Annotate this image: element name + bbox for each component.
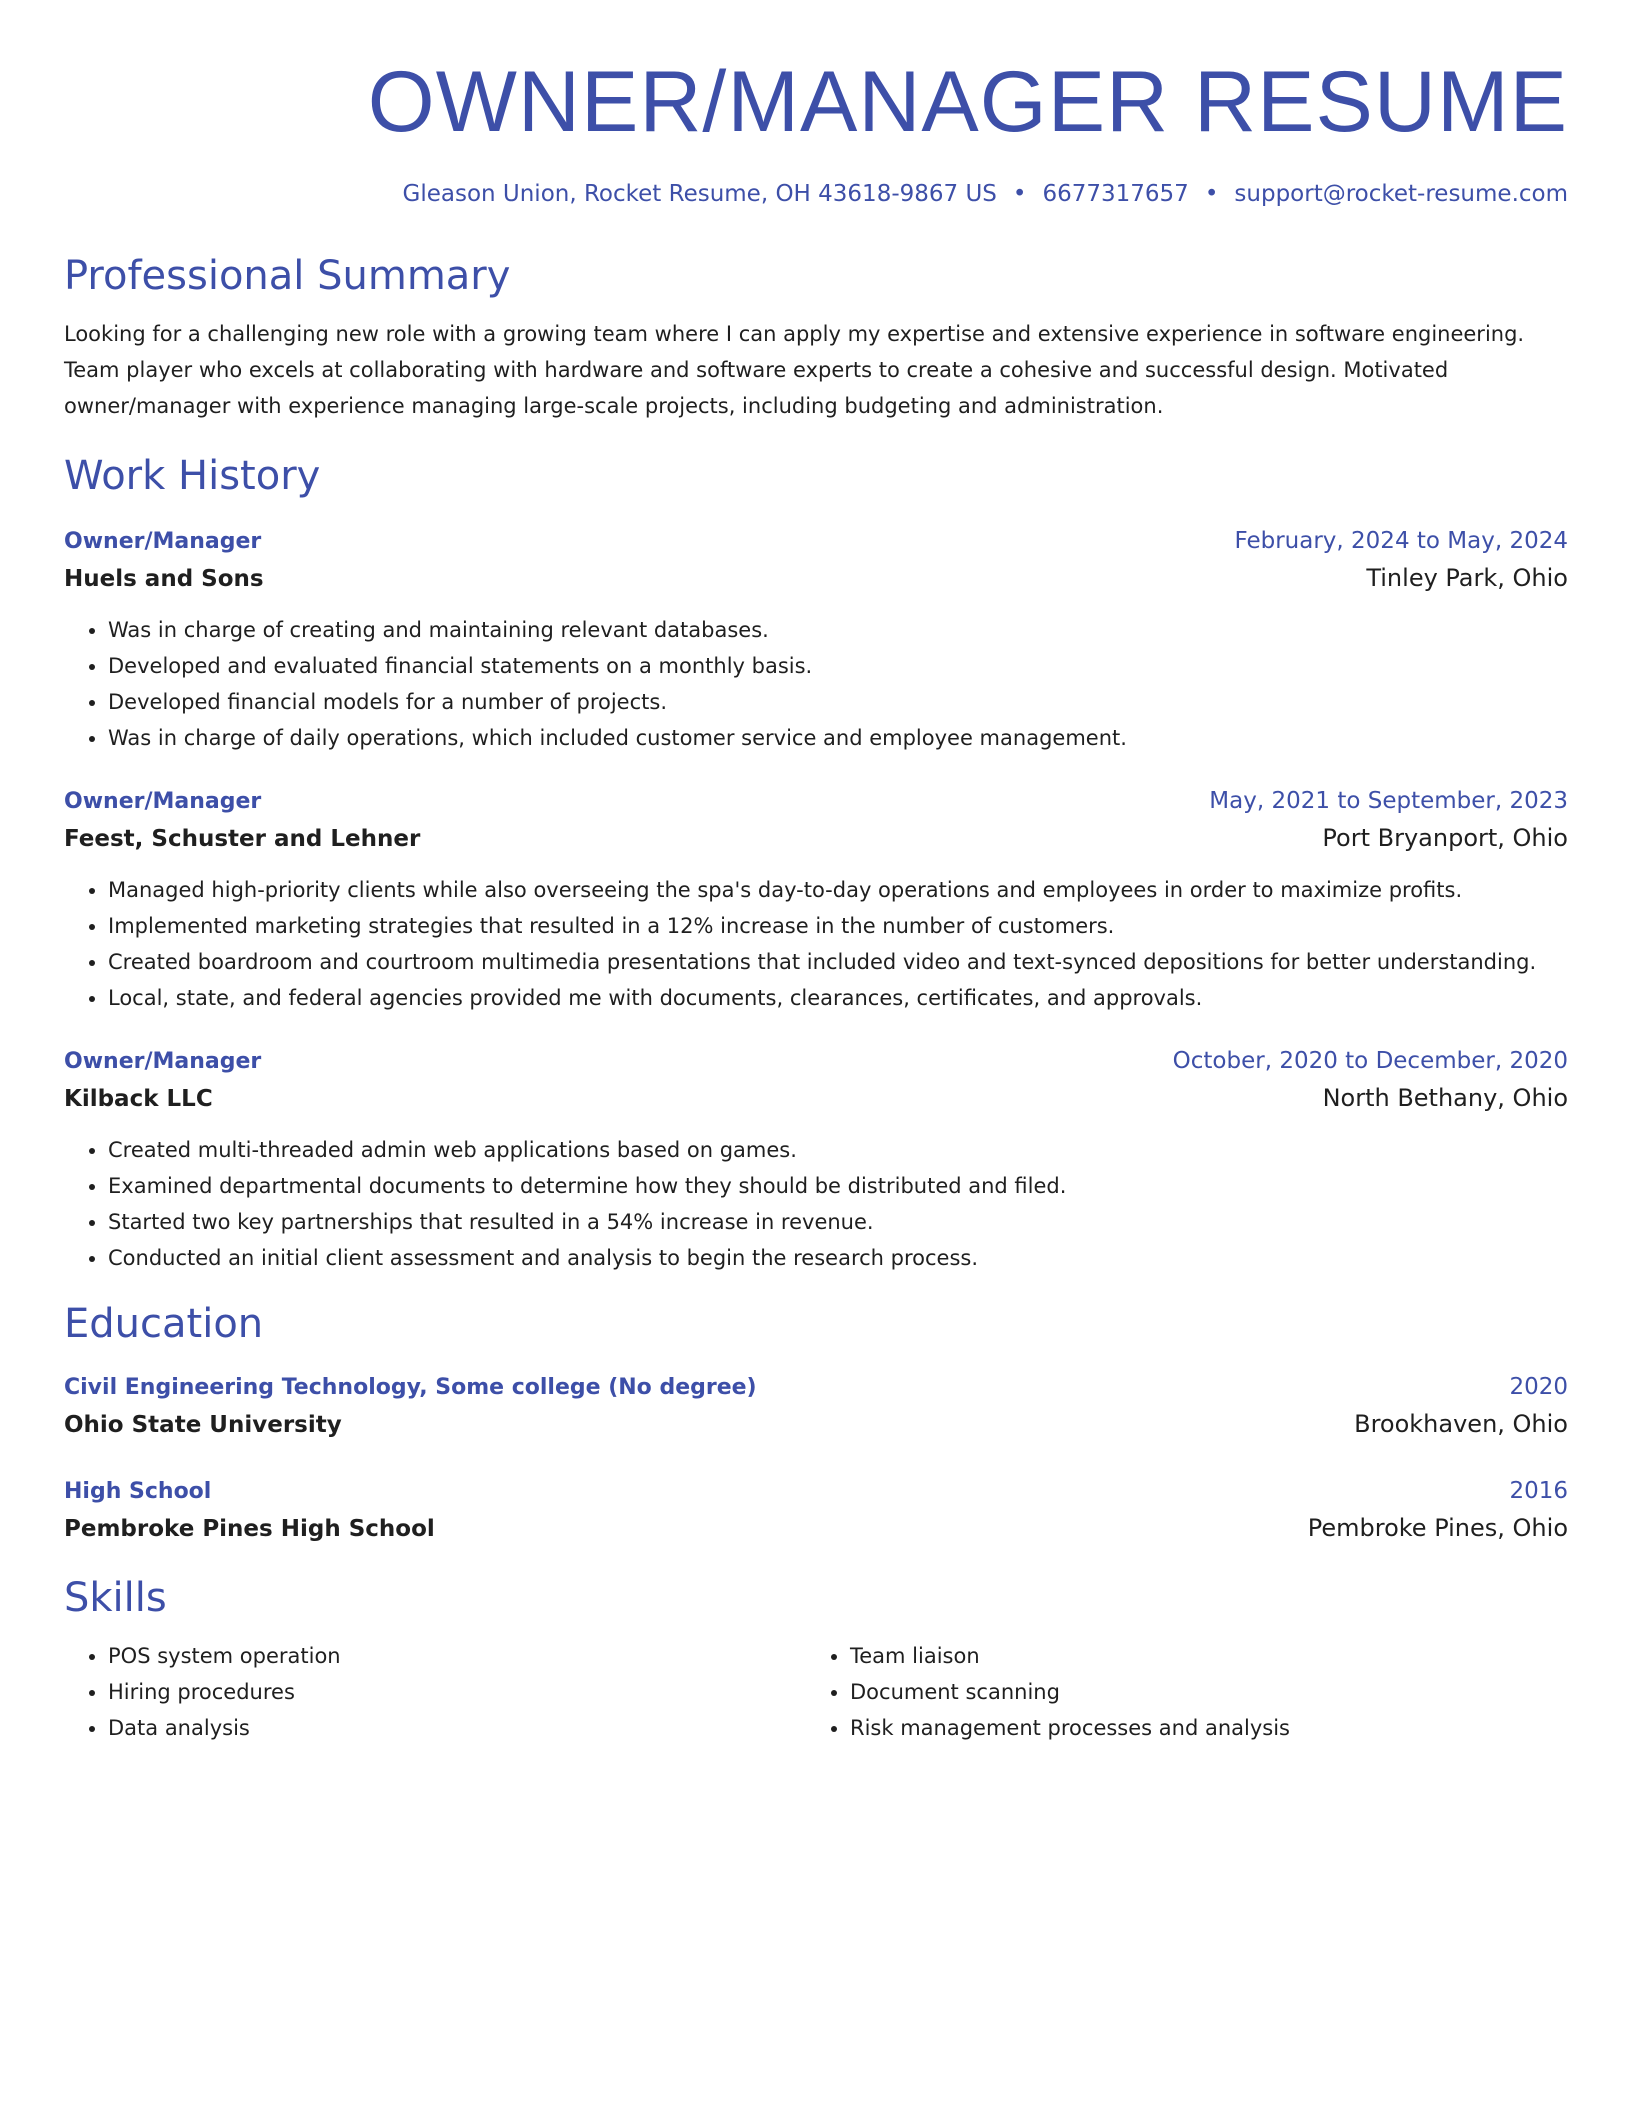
job-company-row <box>64 559 1568 598</box>
job-bullet: • Developed financial models for a number of projects. <box>108 684 1568 720</box>
contact-line <box>64 178 1568 210</box>
job-dates: May, 2021 to September, 2023 <box>1209 788 1568 814</box>
contact-phone: 6677317657 <box>1042 181 1189 207</box>
job-entry <box>64 784 1568 1016</box>
skill-item: • Document scanning <box>850 1674 1548 1710</box>
job-header-row <box>64 784 1568 819</box>
education-school-row <box>64 1509 1568 1548</box>
job-bullet: • Implemented marketing strategies that resulted in a 12% increase in the number of customers. <box>108 908 1568 944</box>
skills-column-left <box>64 1638 806 1746</box>
job-dates: February, 2024 to May, 2024 <box>1234 528 1568 554</box>
education-school: Pembroke Pines High School <box>64 1516 435 1542</box>
job-bullet: • Managed high-priority clients while also overseeing the spa's day-to-day operations and employees in order to maximize profits. <box>108 872 1568 908</box>
job-company: Huels and Sons <box>64 566 264 592</box>
contact-address: Gleason Union, Rocket Resume, OH 43618-9867 US <box>402 181 997 207</box>
job-location: Tinley Park, Ohio <box>1366 564 1568 592</box>
job-company: Feest, Schuster and Lehner <box>64 826 421 852</box>
section-heading-education: Education <box>64 1301 264 1347</box>
job-company-row <box>64 1079 1568 1118</box>
job-bullet: • Created boardroom and courtroom multimedia presentations that included video and text-synced depositions for better understanding. <box>108 944 1568 980</box>
section-heading-work-history: Work History <box>64 453 321 499</box>
contact-separator: • <box>1204 181 1219 207</box>
job-entry <box>64 1044 1568 1276</box>
education-location: Pembroke Pines, Ohio <box>1307 1514 1568 1542</box>
skill-item: • POS system operation <box>108 1638 806 1674</box>
job-dates: October, 2020 to December, 2020 <box>1172 1048 1568 1074</box>
job-bullet: • Examined departmental documents to determine how they should be distributed and filed. <box>108 1168 1568 1204</box>
skills-column-right <box>806 1638 1548 1746</box>
education-year: 2020 <box>1509 1374 1568 1400</box>
job-bullet: • Was in charge of creating and maintaining relevant databases. <box>108 612 1568 648</box>
contact-separator: • <box>1012 181 1027 207</box>
skill-item: • Team liaison <box>850 1638 1548 1674</box>
section-heading-skills: Skills <box>64 1575 167 1621</box>
job-header-row <box>64 1044 1568 1079</box>
skill-item: • Data analysis <box>108 1710 806 1746</box>
job-role: Owner/Manager <box>64 1049 262 1074</box>
education-header-row <box>64 1370 1568 1405</box>
skill-item: • Risk management processes and analysis <box>850 1710 1548 1746</box>
job-role: Owner/Manager <box>64 789 262 814</box>
job-location: Port Bryanport, Ohio <box>1322 824 1568 852</box>
job-bullet: • Developed and evaluated financial statements on a monthly basis. <box>108 648 1568 684</box>
job-bullet: • Local, state, and federal agencies provided me with documents, clearances, certificates, and approvals. <box>108 980 1568 1016</box>
education-degree: High School <box>64 1479 212 1504</box>
job-bullet: • Was in charge of daily operations, which included customer service and employee management. <box>108 720 1568 756</box>
job-location: North Bethany, Ohio <box>1322 1084 1568 1112</box>
skill-item: • Hiring procedures <box>108 1674 806 1710</box>
job-bullets <box>64 1132 1568 1276</box>
job-bullets <box>64 872 1568 1016</box>
job-role: Owner/Manager <box>64 529 262 554</box>
education-school: Ohio State University <box>64 1412 342 1438</box>
education-degree: Civil Engineering Technology, Some college (No degree) <box>64 1375 757 1400</box>
summary-text: Looking for a challenging new role with a growing team where I can apply my expertise and extensive experience in software engineering. Team player who excels at collaborating with hardware and software experts to create a cohesive and successful design. Motivated owner/manager with experience managing large-scale projects, including budgeting and administration. <box>64 322 1525 418</box>
education-entry <box>64 1370 1568 1444</box>
job-bullet: • Created multi-threaded admin web applications based on games. <box>108 1132 1568 1168</box>
job-header-row <box>64 524 1568 559</box>
job-bullet: • Started two key partnerships that resulted in a 54% increase in revenue. <box>108 1204 1568 1240</box>
job-company: Kilback LLC <box>64 1086 213 1112</box>
skills-grid <box>64 1638 1568 1746</box>
job-company-row <box>64 819 1568 858</box>
job-entry <box>64 524 1568 756</box>
education-location: Brookhaven, Ohio <box>1354 1410 1568 1438</box>
education-entry <box>64 1474 1568 1548</box>
section-heading-summary: Professional Summary <box>64 253 511 299</box>
education-school-row <box>64 1405 1568 1444</box>
resume-title: OWNER/MANAGER RESUME <box>367 54 1568 150</box>
job-bullet: • Conducted an initial client assessment and analysis to begin the research process. <box>108 1240 1568 1276</box>
job-bullets <box>64 612 1568 756</box>
education-header-row <box>64 1474 1568 1509</box>
resume-page <box>64 0 1568 1746</box>
education-year: 2016 <box>1509 1478 1568 1504</box>
contact-email[interactable]: support@rocket-resume.com <box>1234 181 1568 207</box>
